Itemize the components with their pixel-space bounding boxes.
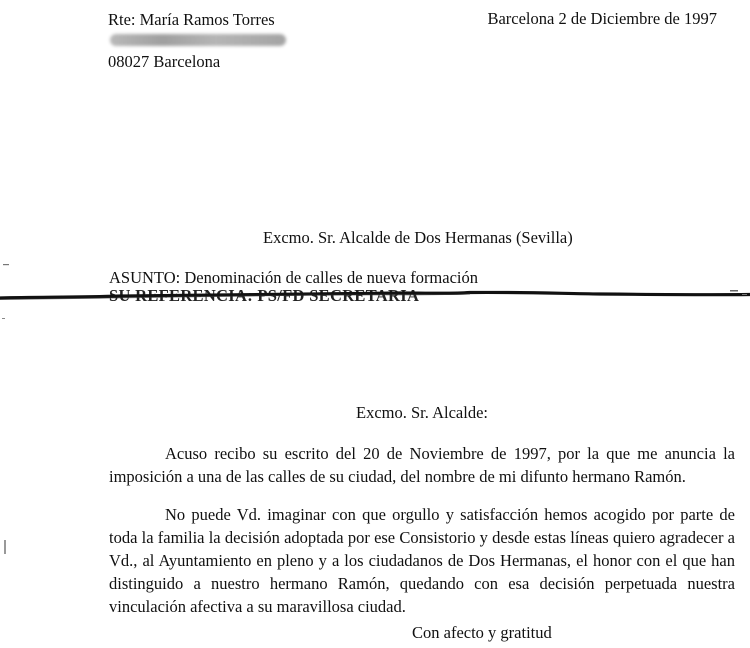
closing-line: Con afecto y gratitud [412,623,552,642]
sender-line: Rte: María Ramos Torres [108,10,275,29]
salutation: Excmo. Sr. Alcalde: [356,403,488,422]
body-paragraph-1 [109,442,735,488]
body-paragraph-2 [109,503,735,618]
paragraph-text: Acuso recibo su escrito del 20 de Noviembre de 1997, por la que me anuncia la imposición a una de las calles de su ciudad, del nombre de mi difunto hermano Ramón. [109,444,735,486]
struck-reference-line: SU REFERENCIA: PS/FD SECRETARIA [109,286,420,305]
subject-line: ASUNTO: Denominación de calles de nueva formación [109,268,479,287]
paragraph-text: No puede Vd. imaginar con que orgullo y satisfacción hemos acogido por parte de toda la familia la decisión adoptada por ese Consistorio y desde estas líneas quiero agradecer a Vd., al Ayuntamiento en pleno y a los ciudadanos de Dos Hermanas, el honor con el que han distinguido a nuestro hermano Ramón, quedando con esa decisión perpetuada nuestra vinculación afectiva a su maravillosa ciudad. [109,505,735,616]
postal-city-line: 08027 Barcelona [108,52,221,71]
date-line: Barcelona 2 de Diciembre de 1997 [487,9,717,28]
addressee-line: Excmo. Sr. Alcalde de Dos Hermanas (Sevilla) [263,228,573,247]
redacted-address [110,34,286,46]
